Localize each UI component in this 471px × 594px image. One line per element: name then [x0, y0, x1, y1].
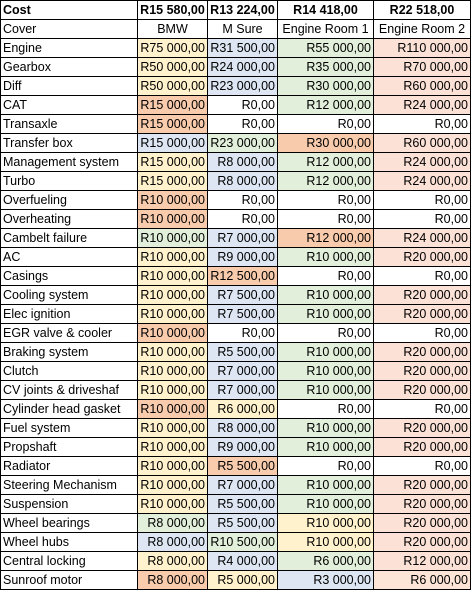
value-cell[interactable]: R7 000,00 [208, 476, 278, 495]
value-cell[interactable]: R0,00 [374, 400, 471, 419]
table-row [1, 115, 471, 134]
value-cell[interactable]: R12 500,00 [208, 267, 278, 286]
value-cell[interactable]: R10 000,00 [138, 324, 208, 343]
value-cell[interactable]: R0,00 [278, 267, 374, 286]
item-name-cell[interactable]: Casings [1, 267, 138, 286]
table-row [1, 39, 471, 58]
item-name-cell[interactable]: Radiator [1, 457, 138, 476]
value-cell[interactable]: R8 000,00 [208, 419, 278, 438]
value-cell[interactable]: R8 000,00 [208, 172, 278, 191]
value-cell[interactable]: R31 500,00 [208, 39, 278, 58]
item-name-cell[interactable]: Management system [1, 153, 138, 172]
item-name-cell[interactable]: Braking system [1, 343, 138, 362]
value-cell[interactable]: R0,00 [208, 96, 278, 115]
value-cell[interactable]: R20 000,00 [374, 533, 471, 552]
value-cell[interactable]: R10 000,00 [278, 476, 374, 495]
value-cell[interactable]: R15 000,00 [138, 134, 208, 153]
value-cell[interactable]: R20 000,00 [374, 514, 471, 533]
value-cell[interactable]: R0,00 [374, 210, 471, 229]
item-name-cell[interactable]: Steering Mechanism [1, 476, 138, 495]
value-cell[interactable]: R5 500,00 [208, 495, 278, 514]
value-cell[interactable]: R10 000,00 [278, 533, 374, 552]
item-name-cell[interactable]: Elec ignition [1, 305, 138, 324]
table-row [1, 419, 471, 438]
value-cell[interactable]: R10 000,00 [278, 343, 374, 362]
item-name-cell[interactable]: Transfer box [1, 134, 138, 153]
item-name-cell[interactable]: Overfueling [1, 191, 138, 210]
table-row [1, 362, 471, 381]
value-cell[interactable]: R20 000,00 [374, 476, 471, 495]
value-cell[interactable]: R30 000,00 [278, 77, 374, 96]
value-cell[interactable]: R0,00 [278, 457, 374, 476]
value-cell[interactable]: R10 000,00 [138, 438, 208, 457]
cost-label-cell[interactable]: Cost [1, 1, 138, 20]
value-cell[interactable]: R10 000,00 [138, 210, 208, 229]
total-cell-m-sure[interactable]: R13 224,00 [208, 1, 278, 20]
value-cell[interactable]: R5 500,00 [208, 343, 278, 362]
value-cell[interactable]: R5 500,00 [208, 514, 278, 533]
item-name-cell[interactable]: Wheel bearings [1, 514, 138, 533]
total-cell-engine-room-2[interactable]: R22 518,00 [374, 1, 471, 20]
value-cell[interactable]: R0,00 [374, 457, 471, 476]
value-cell[interactable]: R35 000,00 [278, 58, 374, 77]
value-cell[interactable]: R12 000,00 [278, 229, 374, 248]
value-cell[interactable]: R10 000,00 [138, 419, 208, 438]
value-cell[interactable]: R6 000,00 [374, 571, 471, 590]
value-cell[interactable]: R7 000,00 [208, 381, 278, 400]
value-cell[interactable]: R20 000,00 [374, 381, 471, 400]
item-name-cell[interactable]: EGR valve & cooler [1, 324, 138, 343]
table-row [1, 476, 471, 495]
value-cell[interactable]: R0,00 [208, 115, 278, 134]
value-cell[interactable]: R50 000,00 [138, 77, 208, 96]
value-cell[interactable]: R8 000,00 [208, 153, 278, 172]
value-cell[interactable]: R0,00 [278, 400, 374, 419]
table-row [1, 438, 471, 457]
item-name-cell[interactable]: Overheating [1, 210, 138, 229]
value-cell[interactable]: R20 000,00 [374, 248, 471, 267]
value-cell[interactable]: R20 000,00 [374, 362, 471, 381]
value-cell[interactable]: R8 000,00 [138, 514, 208, 533]
table-row [1, 381, 471, 400]
table-row [1, 267, 471, 286]
value-cell[interactable]: R10 500,00 [208, 533, 278, 552]
value-cell[interactable]: R0,00 [374, 115, 471, 134]
item-name-cell[interactable]: Transaxle [1, 115, 138, 134]
item-name-cell[interactable]: Suspension [1, 495, 138, 514]
value-cell[interactable]: R12 000,00 [278, 172, 374, 191]
value-cell[interactable]: R23 000,00 [208, 134, 278, 153]
table-row [1, 286, 471, 305]
value-cell[interactable]: R20 000,00 [374, 286, 471, 305]
item-name-cell[interactable]: CV joints & driveshaf [1, 381, 138, 400]
item-name-cell[interactable]: CAT [1, 96, 138, 115]
item-name-cell[interactable]: Turbo [1, 172, 138, 191]
value-cell[interactable]: R50 000,00 [138, 58, 208, 77]
table-row [1, 324, 471, 343]
item-name-cell[interactable]: Cylinder head gasket [1, 400, 138, 419]
item-name-cell[interactable]: Wheel hubs [1, 533, 138, 552]
cover-name-cell[interactable]: Engine Room 2 [374, 20, 471, 39]
cover-name-cell[interactable]: Engine Room 1 [278, 20, 374, 39]
table-row [1, 533, 471, 552]
value-cell[interactable]: R10 000,00 [138, 286, 208, 305]
value-cell[interactable]: R0,00 [208, 210, 278, 229]
table-row [1, 191, 471, 210]
table-row [1, 514, 471, 533]
item-name-cell[interactable]: AC [1, 248, 138, 267]
value-cell[interactable]: R20 000,00 [374, 343, 471, 362]
value-cell[interactable]: R10 000,00 [138, 476, 208, 495]
item-name-cell[interactable]: Diff [1, 77, 138, 96]
cover-row [1, 20, 471, 39]
value-cell[interactable]: R60 000,00 [374, 77, 471, 96]
value-cell[interactable]: R10 000,00 [138, 381, 208, 400]
value-cell[interactable]: R10 000,00 [278, 305, 374, 324]
value-cell[interactable]: R10 000,00 [138, 305, 208, 324]
value-cell[interactable]: R20 000,00 [374, 495, 471, 514]
value-cell[interactable]: R30 000,00 [278, 134, 374, 153]
value-cell[interactable]: R10 000,00 [278, 381, 374, 400]
table-row [1, 77, 471, 96]
item-name-cell[interactable]: Propshaft [1, 438, 138, 457]
item-name-cell[interactable]: Cooling system [1, 286, 138, 305]
table-row [1, 210, 471, 229]
value-cell[interactable]: R7 000,00 [208, 229, 278, 248]
header-row [1, 1, 471, 20]
value-cell[interactable]: R8 000,00 [138, 571, 208, 590]
value-cell[interactable]: R7 500,00 [208, 305, 278, 324]
value-cell[interactable]: R10 000,00 [278, 362, 374, 381]
value-cell[interactable]: R55 000,00 [278, 39, 374, 58]
value-cell[interactable]: R7 000,00 [208, 362, 278, 381]
value-cell[interactable]: R9 000,00 [208, 438, 278, 457]
value-cell[interactable]: R12 000,00 [278, 96, 374, 115]
value-cell[interactable]: R10 000,00 [138, 457, 208, 476]
value-cell[interactable]: R0,00 [278, 210, 374, 229]
value-cell[interactable]: R10 000,00 [138, 495, 208, 514]
value-cell[interactable]: R10 000,00 [278, 419, 374, 438]
value-cell[interactable]: R5 000,00 [208, 571, 278, 590]
table-row [1, 153, 471, 172]
value-cell[interactable]: R7 500,00 [208, 286, 278, 305]
value-cell[interactable]: R10 000,00 [278, 286, 374, 305]
value-cell[interactable]: R60 000,00 [374, 134, 471, 153]
value-cell[interactable]: R0,00 [278, 191, 374, 210]
value-cell[interactable]: R8 000,00 [138, 533, 208, 552]
value-cell[interactable]: R6 000,00 [208, 400, 278, 419]
table-row [1, 457, 471, 476]
value-cell[interactable]: R15 000,00 [138, 96, 208, 115]
value-cell[interactable]: R24 000,00 [374, 96, 471, 115]
value-cell[interactable]: R24 000,00 [374, 153, 471, 172]
value-cell[interactable]: R20 000,00 [374, 419, 471, 438]
value-cell[interactable]: R15 000,00 [138, 153, 208, 172]
value-cell[interactable]: R0,00 [374, 267, 471, 286]
value-cell[interactable]: R10 000,00 [138, 229, 208, 248]
value-cell[interactable]: R70 000,00 [374, 58, 471, 77]
table-row [1, 495, 471, 514]
value-cell[interactable]: R10 000,00 [138, 343, 208, 362]
item-name-cell[interactable]: Engine [1, 39, 138, 58]
table-row [1, 172, 471, 191]
item-name-cell[interactable]: Fuel system [1, 419, 138, 438]
total-cell-bmw[interactable]: R15 580,00 [138, 1, 208, 20]
table-row [1, 58, 471, 77]
value-cell[interactable]: R20 000,00 [374, 438, 471, 457]
value-cell[interactable]: R12 000,00 [374, 552, 471, 571]
table-row [1, 96, 471, 115]
value-cell[interactable]: R15 000,00 [138, 115, 208, 134]
cover-label-cell[interactable]: Cover [1, 20, 138, 39]
value-cell[interactable]: R0,00 [374, 324, 471, 343]
value-cell[interactable]: R15 000,00 [138, 172, 208, 191]
value-cell[interactable]: R75 000,00 [138, 39, 208, 58]
table-row [1, 571, 471, 590]
value-cell[interactable]: R10 000,00 [278, 495, 374, 514]
value-cell[interactable]: R10 000,00 [278, 248, 374, 267]
table-row [1, 248, 471, 267]
table-row [1, 400, 471, 419]
value-cell[interactable]: R10 000,00 [278, 438, 374, 457]
value-cell[interactable]: R0,00 [208, 324, 278, 343]
value-cell[interactable]: R0,00 [278, 115, 374, 134]
value-cell[interactable]: R0,00 [374, 191, 471, 210]
table-row [1, 343, 471, 362]
item-name-cell[interactable]: Central locking [1, 552, 138, 571]
value-cell[interactable]: R10 000,00 [138, 362, 208, 381]
value-cell[interactable]: R10 000,00 [278, 514, 374, 533]
value-cell[interactable]: R9 000,00 [208, 248, 278, 267]
value-cell[interactable]: R10 000,00 [138, 248, 208, 267]
value-cell[interactable]: R0,00 [208, 191, 278, 210]
value-cell[interactable]: R12 000,00 [278, 153, 374, 172]
value-cell[interactable]: R10 000,00 [138, 267, 208, 286]
table-row [1, 134, 471, 153]
table-row [1, 229, 471, 248]
value-cell[interactable]: R8 000,00 [138, 552, 208, 571]
total-cell-engine-room-1[interactable]: R14 418,00 [278, 1, 374, 20]
table-row [1, 305, 471, 324]
table-row [1, 552, 471, 571]
value-cell[interactable]: R23 000,00 [208, 77, 278, 96]
value-cell[interactable]: R20 000,00 [374, 305, 471, 324]
cover-name-cell[interactable]: BMW [138, 20, 208, 39]
value-cell[interactable]: R24 000,00 [208, 58, 278, 77]
value-cell[interactable]: R4 000,00 [208, 552, 278, 571]
value-cell[interactable]: R10 000,00 [138, 191, 208, 210]
value-cell[interactable]: R24 000,00 [374, 229, 471, 248]
value-cell[interactable]: R5 500,00 [208, 457, 278, 476]
item-name-cell[interactable]: Clutch [1, 362, 138, 381]
item-name-cell[interactable]: Cambelt failure [1, 229, 138, 248]
value-cell[interactable]: R3 000,00 [278, 571, 374, 590]
value-cell[interactable]: R24 000,00 [374, 172, 471, 191]
value-cell[interactable]: R110 000,00 [374, 39, 471, 58]
cover-name-cell[interactable]: M Sure [208, 20, 278, 39]
value-cell[interactable]: R10 000,00 [138, 400, 208, 419]
value-cell[interactable]: R6 000,00 [278, 552, 374, 571]
item-name-cell[interactable]: Sunroof motor [1, 571, 138, 590]
item-name-cell[interactable]: Gearbox [1, 58, 138, 77]
value-cell[interactable]: R0,00 [278, 324, 374, 343]
